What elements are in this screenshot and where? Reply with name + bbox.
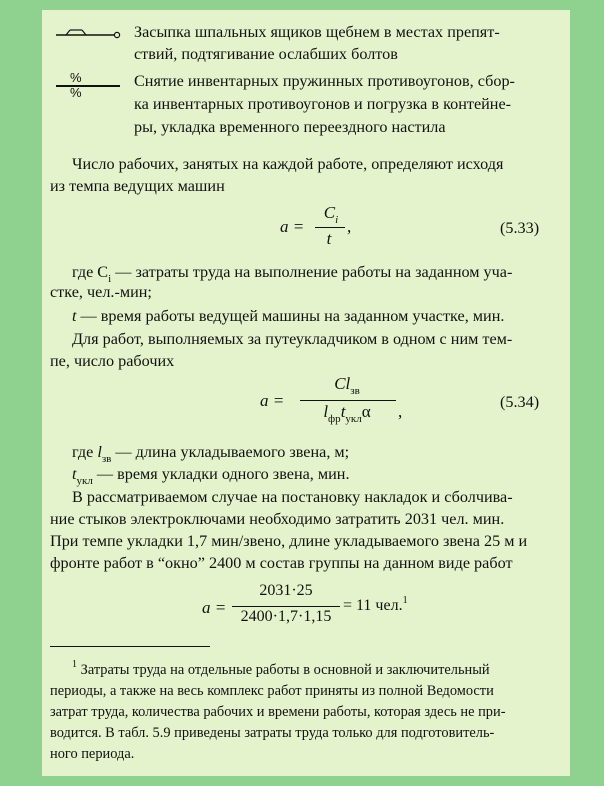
backfill-line-symbol [56,26,122,40]
where2-line-2-text: — время укладки одного звена, мин. [92,465,350,483]
paragraph-3-line-3: При темпе укладки 1,7 мин/звено, длине укладываемого звена 25 м и [50,532,528,550]
document-page [42,10,570,776]
where2-line-1-text: — длина укладываемого звена, м; [111,443,350,461]
eq3-result [343,595,408,619]
footnote-separator [50,646,210,647]
eq2-den-l-sub: фр [328,413,341,425]
where1-line-3-text: — время работы ведущей машины на заданном участке, мин. [76,307,505,325]
footnote-line-3: затрат труда, количества рабочих и времени работы, которая здесь не при- [50,704,506,720]
eq1-number: (5.33) [500,219,540,237]
where1-var-t: t [72,307,77,325]
eq3-denominator: 2400·1,7·1,15 [240,608,332,625]
paragraph-2-line-1: Для работ, выполняемых за путеукладчиком в одном с ним тем- [72,330,513,348]
footnote-line-5: ного периода. [50,746,135,762]
where1-line-2: стке, чел.-мин; [50,283,152,301]
eq1-lhs: a = [280,217,305,236]
where1-pre: где C [72,263,109,281]
percent-line-marks: % % [70,70,96,100]
percent-line-symbol [56,70,120,100]
eq2-den-l: l [323,402,329,421]
where1-post: — затраты труда на выполнение работы на заданном уча- [111,263,513,281]
eq2-tail: , [398,402,403,421]
eq1-tail: , [347,217,352,236]
legend-item-2-line-3: ры, укладка временного переездного настила [134,118,446,136]
footnote-line-4: водится. В табл. 5.9 приведены затраты труда только для подготовитель- [50,725,495,741]
eq1-denominator: t [326,229,332,248]
footnote-line-1 [72,660,490,682]
eq2-den-t-sub: укл [345,413,362,425]
where2-var-t: t [72,465,77,483]
eq2-fraction-bar [300,400,396,401]
eq3-lhs: a = [202,598,227,617]
eq3-numerator: 2031·25 [259,582,313,599]
where1-line-3 [72,305,504,327]
where2-line-1 [72,441,349,465]
where2-sub-t: укл [76,475,93,487]
eq1-fraction-bar [315,227,345,228]
eq1-numerator [314,203,348,226]
legend-item-1-line-2: ствий, подтягивание ослабших болтов [134,45,398,63]
eq3-result-text: = 11 чел. [343,597,403,614]
eq2-num-sub: зв [350,385,360,397]
footnote-mark: 1 [72,659,77,670]
eq2-den-alpha: α [361,402,371,421]
eq2-number: (5.34) [500,393,540,411]
paragraph-2-line-2: пе, число рабочих [50,352,175,370]
legend-item-1-line-1: Засыпка шпальных ящиков щебнем в местах препят- [134,23,500,41]
eq2-lhs: a = [260,391,285,410]
paragraph-1-line-2: из темпа ведущих машин [50,177,225,195]
where1-sub: i [108,273,112,285]
where2-sub-l: зв [101,453,112,465]
where2-var-l: l [97,443,102,461]
eq2-denominator [297,402,397,425]
eq1-num-sub: i [335,214,339,226]
eq3-footnote-mark: 1 [402,595,408,606]
paragraph-3-line-1: В рассматриваемом случае на постановку накладок и сболчива- [72,488,513,506]
eq2-numerator [297,374,397,397]
where2-pre: где [72,443,98,461]
legend-item-2-line-1: Снятие инвентарных пружинных противоугонов, сбор- [134,72,515,90]
paragraph-3-line-4: фронте работ в “окно” 2400 м состав группы на данном виде работ [50,554,513,572]
legend-item-2-line-2: ка инвентарных противоугонов и погрузка в контейне- [134,95,512,113]
footnote-line-2: периоды, а также на весь комплекс работ приняты из полной Ведомости [50,683,494,699]
eq2-num: Cl [334,374,351,393]
eq2-den-t: t [340,402,346,421]
paragraph-1-line-1: Число рабочих, занятых на каждой работе, определяют исходя [72,155,504,173]
eq1-num: C [323,203,336,222]
where2-line-2 [72,463,350,487]
eq3-fraction-bar [232,606,340,607]
paragraph-3-line-2: ние стыков электроключами необходимо затратить 2031 чел. мин. [50,510,505,528]
footnote-line-1-text: Затраты труда на отдельные работы в основной и заключительный [80,662,490,678]
